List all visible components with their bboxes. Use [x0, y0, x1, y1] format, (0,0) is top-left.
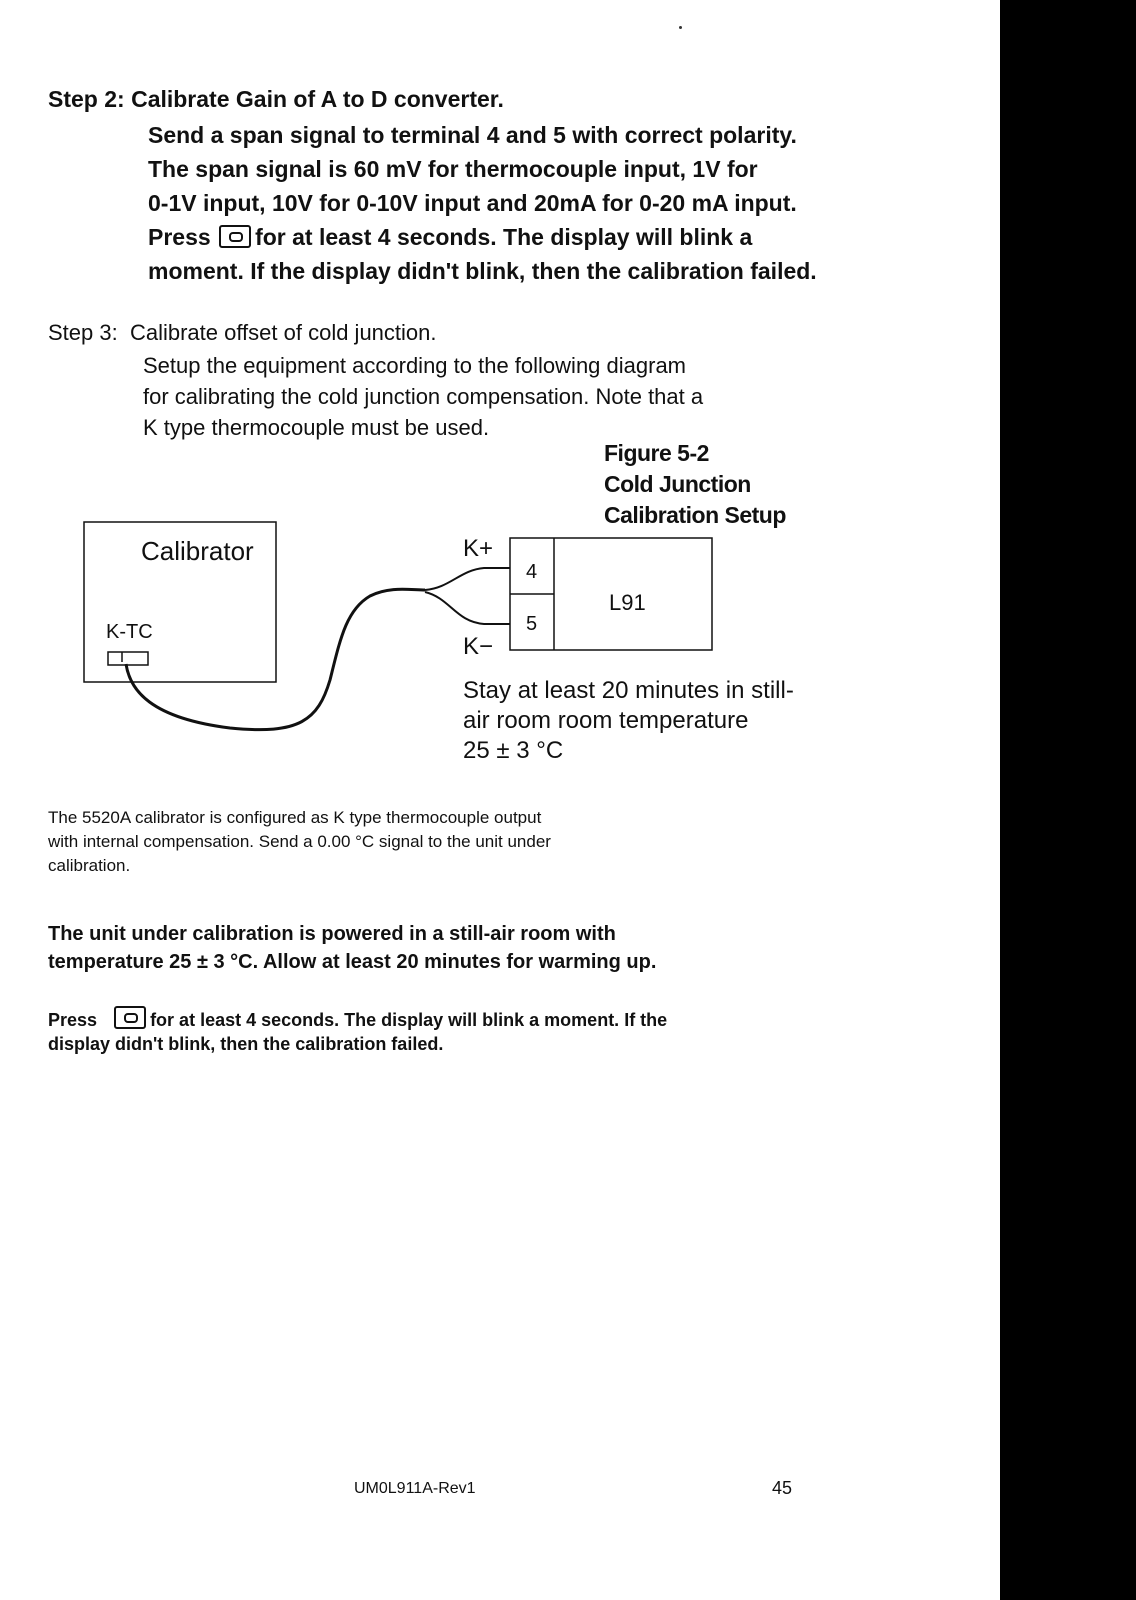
press-text: for at least 4 seconds. The display will blink a moment. If the [150, 1010, 668, 1030]
kplus-lead [425, 568, 510, 590]
step3-line: Setup the equipment according to the following diagram [143, 353, 687, 378]
step2-title-post: of A to D converter. [293, 86, 504, 112]
para-line: The 5520A calibrator is configured as K type thermocouple output [48, 808, 542, 827]
step2-line: Send a span signal to terminal 4 and 5 with correct polarity. [148, 122, 797, 148]
terminal-4-label: 4 [526, 561, 538, 583]
figure-title-line: Cold Junction [604, 471, 751, 497]
step3-label: Step 3: [48, 320, 118, 345]
calibrator-label: Calibrator [141, 536, 254, 566]
para-line: calibration. [48, 856, 131, 875]
press-paragraph [48, 1006, 667, 1056]
para-line: temperature 25 ± 3 °C. Allow at least 20 minutes for warming up. [48, 951, 657, 973]
terminal-5-label: 5 [526, 613, 538, 635]
note-line: 25 ± 3 °C [463, 737, 564, 764]
para-line: with internal compensation. Send a 0.00 °C signal to the unit under [48, 832, 551, 851]
step3-line: for calibrating the cold junction compensation. Note that a [143, 384, 704, 409]
note-line: Stay at least 20 minutes in still- [463, 677, 794, 704]
kminus-label: K− [463, 633, 494, 660]
step2-line: The span signal is 60 mV for thermocouple input, 1V for [148, 156, 758, 182]
page-number: 45 [772, 1478, 793, 1498]
calibrator-config-paragraph [48, 806, 808, 878]
press-word: Press [48, 1010, 98, 1030]
step2-title-pre: Calibrate [131, 86, 230, 112]
step3-title: Calibrate offset of cold junction. [129, 320, 437, 345]
mode-key-icon [114, 1006, 146, 1029]
kminus-lead [425, 592, 510, 624]
step3-line: K type thermocouple must be used. [143, 415, 490, 440]
press-text: for at least 4 seconds. The display will blink a [255, 224, 753, 250]
kplus-label: K+ [463, 535, 494, 562]
page-edge-bar [1000, 0, 1136, 1600]
note-line: air room room temperature [463, 707, 749, 734]
step2-line: moment. If the display didn't blink, then the calibration failed. [148, 258, 817, 284]
figure-title-line: Calibration Setup [604, 502, 786, 528]
press-line [48, 1006, 667, 1032]
ktc-jack [108, 652, 148, 665]
document-id: UM0L911A-Rev1 [354, 1480, 476, 1497]
press-word: Press [148, 224, 211, 250]
warmup-paragraph [48, 920, 656, 976]
para-line: The unit under calibration is powered in a still-air room with [48, 923, 616, 945]
step2-label: Step 2: [48, 86, 125, 112]
step2-title-bold: Gain [235, 86, 288, 112]
step2-line: 0-1V input, 10V for 0-10V input and 20mA for 0-20 mA input. [148, 190, 797, 216]
device-label: L91 [609, 590, 646, 615]
para-line: display didn't blink, then the calibration failed. [48, 1034, 444, 1054]
temperature-note [463, 676, 794, 766]
ktc-label: K-TC [106, 621, 153, 643]
figure-number: Figure 5-2 [604, 440, 709, 466]
